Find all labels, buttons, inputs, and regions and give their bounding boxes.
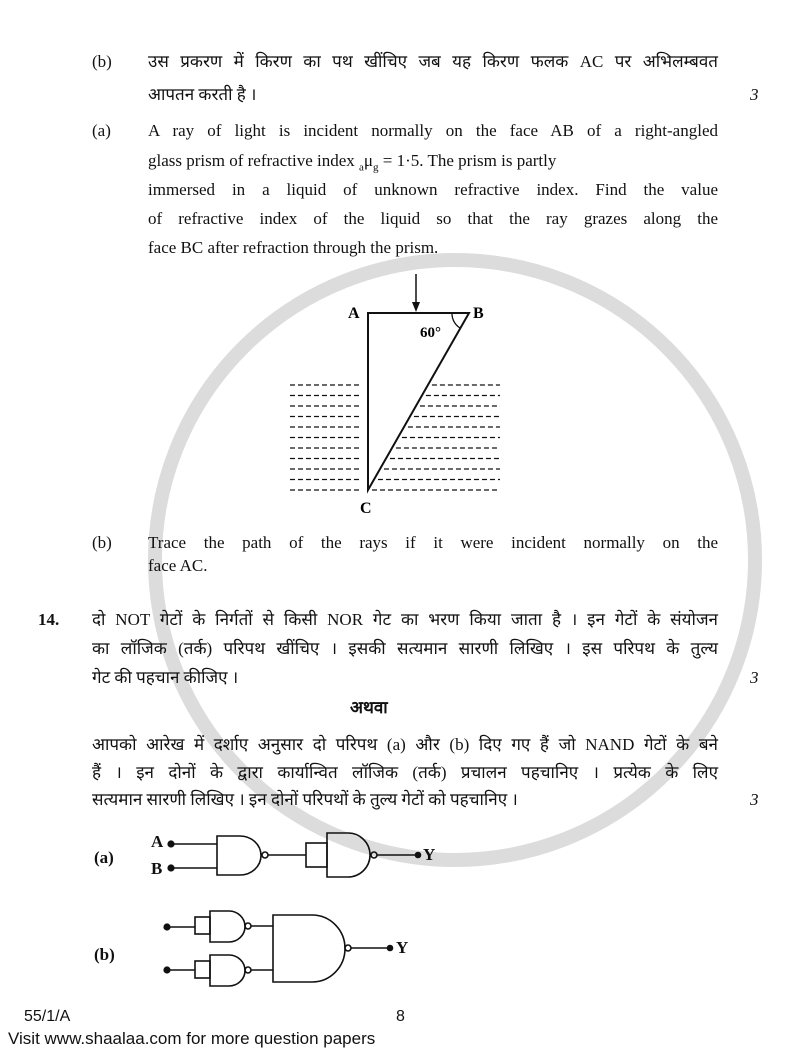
circuit-a-label: (a) [94,848,114,867]
q13b-label: (b) [92,533,112,552]
vertex-a: A [348,305,360,322]
q14-line-3: गेट की पहचान कीजिए । [92,668,239,687]
q14-or-line-1: आपको आरेख में दर्शाए अनुसार दो परिपथ (a) और (b) दिए गए हैं जो NAND गेटों के बने [92,735,718,754]
nand-gate [217,836,261,875]
mu-prefix: a [359,161,364,174]
input-b-label: B [151,859,163,878]
q13b-hindi-label: (b) [92,52,112,71]
circuit-b [164,911,392,986]
mu-value: = 1·5. [382,151,424,170]
angle-label: 60° [420,325,441,341]
q14-or-line-2: हैं । इन दोनों के द्वारा कार्यान्वित लॉजिक (तर्क) प्रचालन पहचानिए । प्रत्येक के लिए [92,763,718,782]
q13a-line-5: face BC after refraction through the prism. [148,238,439,257]
q13a-line-1: A ray of light is incident normally on the face AB of a right-angled [148,121,718,140]
q13a-label: (a) [92,121,111,140]
shaalaa-link[interactable]: Visit www.shaalaa.com for more question papers [8,1029,376,1048]
circuit-b-label: (b) [94,945,115,964]
q14-number: 14. [38,610,60,629]
q13a-line-2-text: glass prism of refractive index [148,151,355,170]
q13b-hindi-line-1: उस प्रकरण में किरण का पथ खींचिए जब यह किरण फलक AC पर अभिलम्बवत [148,52,718,71]
paper-code: 55/1/A [24,1008,71,1025]
page-number: 8 [396,1008,405,1025]
circuit-a [168,833,420,877]
q14-marks: 3 [750,668,759,687]
mu-symbol: μ [363,151,374,170]
q13a-line-3: immersed in a liquid of unknown refractive index. Find the value [148,180,718,199]
nand-gate [273,915,345,982]
q13a-line-4: of refractive index of the liquid so that the ray grazes along the [148,209,718,228]
or-label: अथवा [350,698,388,717]
q14-or-line-3: सत्यमान सारणी लिखिए । इन दोनों परिपथों के तुल्य गेटों को पहचानिए । [92,790,518,809]
q13b-hindi-line-2: आपतन करती है । [148,85,257,104]
vertex-b: B [473,305,484,322]
q14-line-1: दो NOT गेटों के निर्गतों से किसी NOR गेट का भरण किया जाता है । इन गेटों के संयोजन [92,610,718,629]
q13a-line-2-end: The prism is partly [427,151,557,170]
q13b-line-2: face AC. [148,556,208,575]
q13b-marks: 3 [750,85,759,104]
input-a-label: A [151,832,164,851]
vertex-c: C [360,500,372,517]
output-a-label: Y [423,845,436,864]
nand-gate [210,911,245,942]
q13b-line-1: Trace the path of the rays if it were incident normally on the [148,533,718,552]
output-b-label: Y [396,938,409,957]
q14-or-marks: 3 [750,790,759,809]
q14-line-2: का लॉजिक (तर्क) परिपथ खींचिए । इसकी सत्यमान सारणी लिखिए । इस परिपथ के तुल्य [92,639,718,658]
mu-subscript: g [373,161,379,174]
nand-gate [327,833,370,877]
nand-gate [210,955,245,986]
